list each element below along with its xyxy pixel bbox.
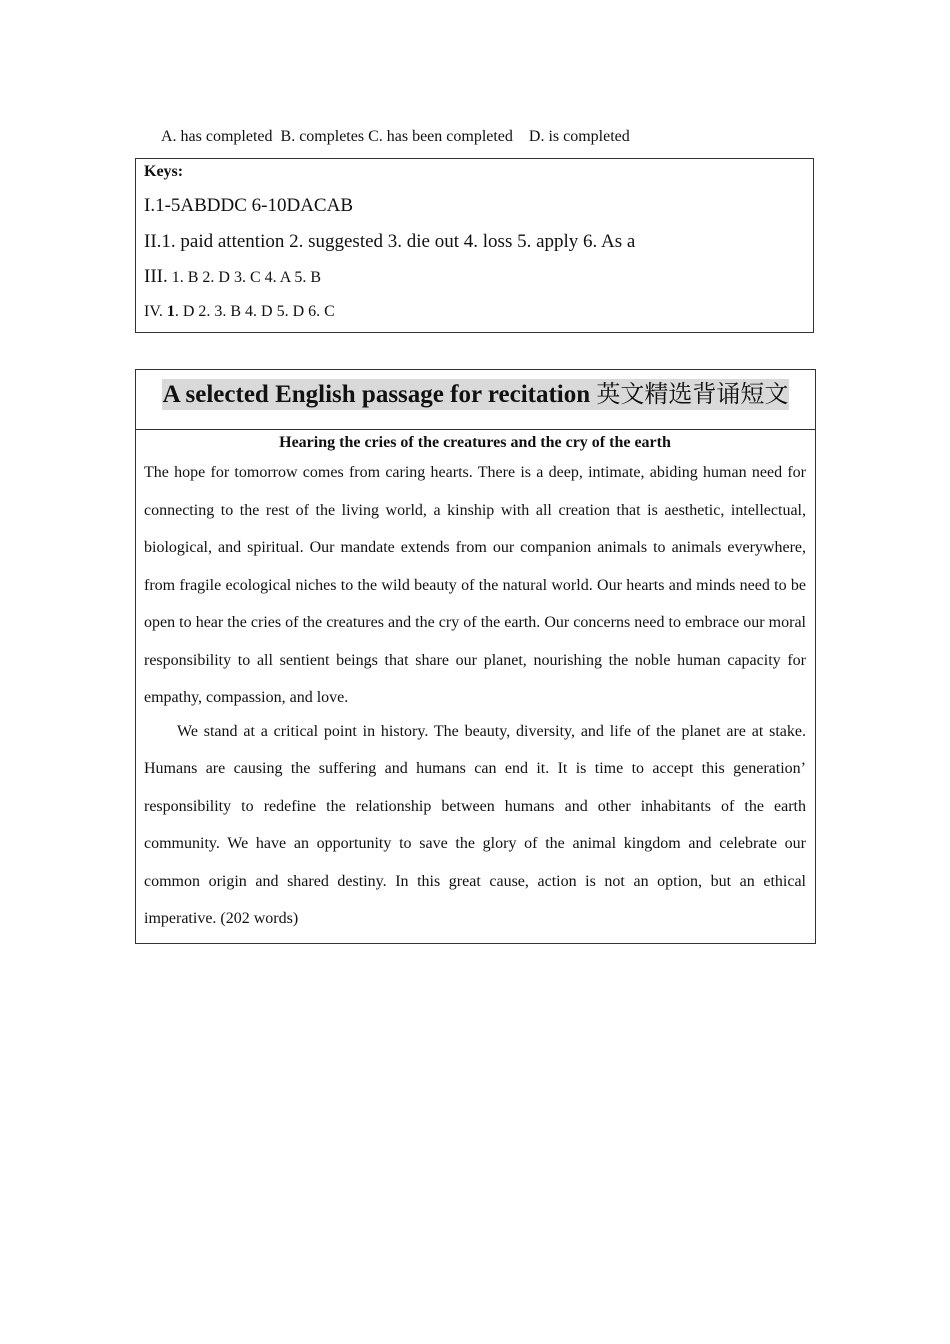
answer-options: A. has completed B. completes C. has been completed D. is completed (161, 128, 630, 145)
keys-section-2: II.1. paid attention 2. suggested 3. die out 4. loss 5. apply 6. As a (144, 231, 636, 252)
passage-heading (162, 379, 790, 410)
passage-body (136, 433, 815, 938)
keys-section-4-first-number: 1 (166, 303, 175, 320)
keys-title: Keys: (144, 163, 184, 180)
passage-paragraph-2: We stand at a critical point in history. The beauty, diversity, and life of the planet are at stake. Humans are causing the suffering and humans can end it. It is time to accept this generation’ responsibility to redefine the relationship between humans and other inhabitants of the earth community. We have an opportunity to save the glory of the animal kingdom and celebrate our common origin and shared destiny. In this great cause, action is not an option, but an ethical imperative. (202 words) (144, 722, 806, 927)
passage-title: Hearing the cries of the creatures and the cry of the earth (279, 434, 671, 451)
keys-section-4-numeral: IV. (144, 303, 167, 320)
recitation-passage-box (135, 369, 816, 944)
passage-heading-chinese: 英文精选背诵短文 (596, 380, 789, 408)
keys-section-1: I.1-5ABDDC 6-10DACAB (144, 195, 353, 216)
passage-heading-english: A selected English passage for recitation (162, 381, 597, 408)
passage-header (136, 370, 815, 430)
keys-section-4-answers: . D 2. 3. B 4. D 5. D 6. C (174, 303, 335, 320)
passage-paragraph-1: The hope for tomorrow comes from caring hearts. There is a deep, intimate, abiding human need for connecting to the rest of the living world, a kinship with all creation that is aesthetic, intellectual, biological, and spiritual. Our mandate extends from our companion animals to animals everywhere, from fragile ecological niches to the wild beauty of the natural world. Our hearts and minds need to be open to hear the cries of the creatures and the cry of the earth. Our concerns need to embrace our moral responsibility to all sentient beings that share our planet, nourishing the noble human capacity for empathy, compassion, and love. (144, 464, 806, 706)
keys-section-3-answers: 1. B 2. D 3. C 4. A 5. B (167, 269, 322, 286)
answer-keys-box (135, 158, 814, 333)
keys-section-3 (144, 266, 321, 288)
keys-section-4 (144, 303, 335, 321)
keys-section-3-numeral: III. (144, 266, 168, 287)
